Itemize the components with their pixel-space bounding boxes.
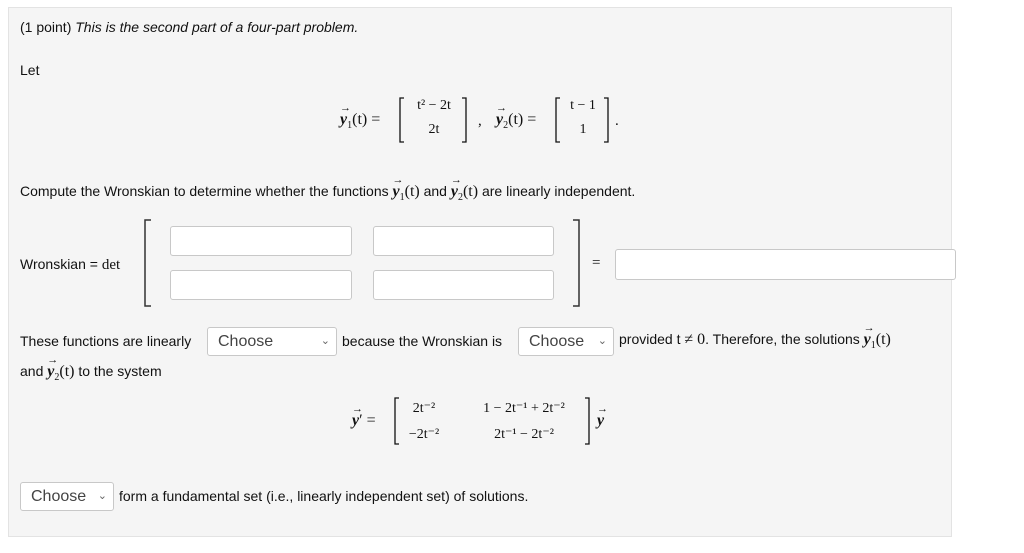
y1-def-label: → $y_1(t)$ = [340, 102, 381, 132]
system-m12: 1 − 2t⁻¹ + 2t⁻² [483, 401, 565, 416]
fundamental-set-select[interactable]: Choose ⌄ [20, 482, 114, 511]
period: . [615, 113, 619, 129]
wronskian-label: Wronskian = det [20, 256, 121, 273]
final-text: form a fundamental set (i.e., linearly independent set) of solutions. [119, 488, 529, 504]
y2-vector-symbol: → y [450, 174, 462, 200]
and-system-text: and → $y_2(t)$ to the system [20, 354, 162, 384]
y1-vector-symbol: → y [863, 322, 875, 348]
wronskian-is-text: because the Wronskian is [342, 333, 503, 349]
linearly-text: These functions are linearly [20, 333, 192, 349]
system-m22: 2t⁻¹ − 2t⁻² [494, 427, 554, 442]
chevron-down-icon: ⌄ [97, 490, 107, 502]
system-m21: −2t⁻² [408, 427, 440, 442]
y2-top-entry: t − 1 [570, 98, 596, 113]
y1-vector-symbol: → y [340, 102, 351, 128]
chevron-down-icon: ⌄ [320, 335, 330, 347]
points-label: (1 point) [20, 19, 72, 35]
intro-text: This is the second part of a four-part problem. [75, 19, 359, 35]
y2-bottom-entry: 1 [579, 122, 587, 137]
y1-vector-symbol: → y [392, 174, 404, 200]
problem-header [20, 19, 358, 35]
y2-vector-symbol: → y [47, 354, 59, 380]
y2-vector-symbol: → y [496, 102, 507, 128]
wronskian-cell-2-2[interactable] [373, 270, 554, 300]
y-vector-symbol: → y [352, 403, 363, 429]
provided-text: provided t ≠ 0. Therefore, the solutions → $y_1(t)$ [619, 322, 891, 352]
wronskian-cell-1-2[interactable] [373, 226, 554, 256]
linearity-select[interactable]: Choose ⌄ [207, 327, 337, 356]
wronskian-equals: = [592, 255, 601, 271]
comma: , [478, 113, 482, 129]
chevron-down-icon: ⌄ [597, 335, 607, 347]
y-vector-symbol: → y [597, 403, 608, 429]
y2-def-label: → $y_2(t)$ = [496, 102, 537, 132]
system-lhs: → y′ = [352, 403, 376, 429]
wronskian-status-select[interactable]: Choose ⌄ [518, 327, 614, 356]
system-rhs [597, 403, 608, 430]
system-m11: 2t⁻² [412, 401, 436, 416]
let-label: Let [20, 62, 40, 78]
y1-bottom-entry: 2t [428, 122, 440, 137]
instruction-text: Compute the Wronskian to determine whether the functions → $y_1(t)$ and → $y_2(t)$ are linearly independent. [20, 174, 636, 204]
wronskian-cell-2-1[interactable] [170, 270, 352, 300]
wronskian-cell-1-1[interactable] [170, 226, 352, 256]
y1-top-entry: t² − 2t [417, 98, 451, 113]
wronskian-result-input[interactable] [615, 249, 956, 280]
